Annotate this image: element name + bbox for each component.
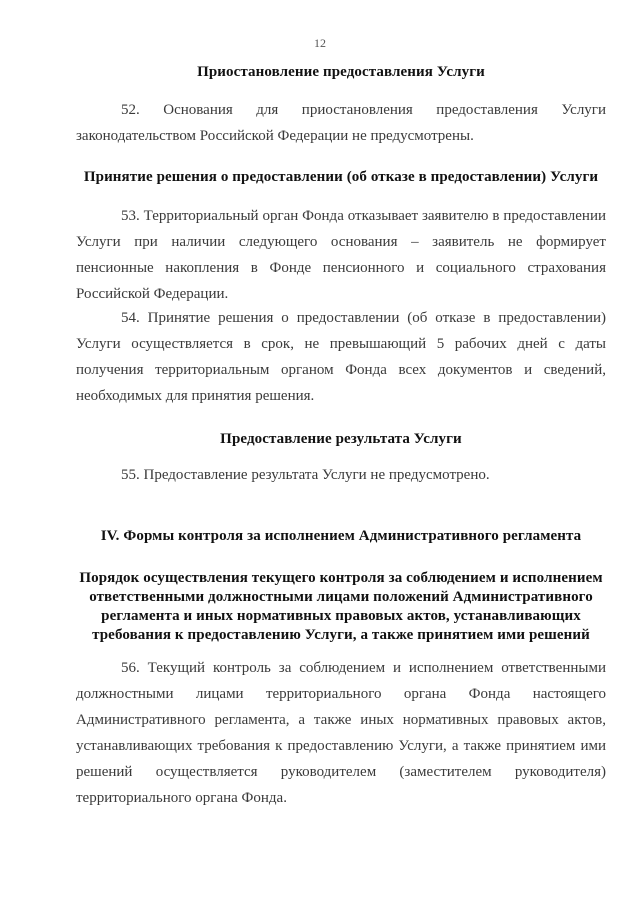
paragraph-53: 53. Территориальный орган Фонда отказывает заявителю в предоставлении Услуги при наличии следующего основания – заявитель не формирует пенсионные накопления в Фонде пенсионного и социального страхования Российской Федерации.	[76, 208, 606, 302]
heading-control: Порядок осуществления текущего контроля за соблюдением и исполнением ответственными должностными лицами положений Административного регламента и иных нормативных правовых актов, устанавливающих требования к предоставлению Услуги, а также принятием ими решений	[79, 570, 603, 643]
paragraph-55: 55. Предоставление результата Услуги не предусмотрено.	[121, 467, 490, 483]
heading-result: Предоставление результата Услуги	[220, 431, 462, 447]
heading-suspension: Приостановление предоставления Услуги	[197, 64, 485, 80]
paragraph-54: 54. Принятие решения о предоставлении (об отказе в предоставлении) Услуги осуществляется в срок, не превышающий 5 рабочих дней с даты получения территориальным органом Фонда всех документов и сведений, необходимых для принятия решения.	[76, 310, 606, 404]
paragraph-52: 52. Основания для приостановления предоставления Услуги законодательством Российской Федерации не предусмотрены.	[76, 102, 606, 144]
paragraph-56: 56. Текущий контроль за соблюдением и исполнением ответственными должностными лицами территориального органа Фонда настоящего Административного регламента, а также иных нормативных правовых актов, устанавливающих требования к предоставлению Услуги, а также принятием ими решений осуществляется руководителем (заместителем руководителя) территориального органа Фонда.	[76, 660, 606, 806]
chapter-heading: IV. Формы контроля за исполнением Административного регламента	[100, 528, 582, 544]
page-number: 12	[314, 36, 326, 50]
heading-decision: Принятие решения о предоставлении (об отказе в предоставлении) Услуги	[83, 169, 599, 185]
